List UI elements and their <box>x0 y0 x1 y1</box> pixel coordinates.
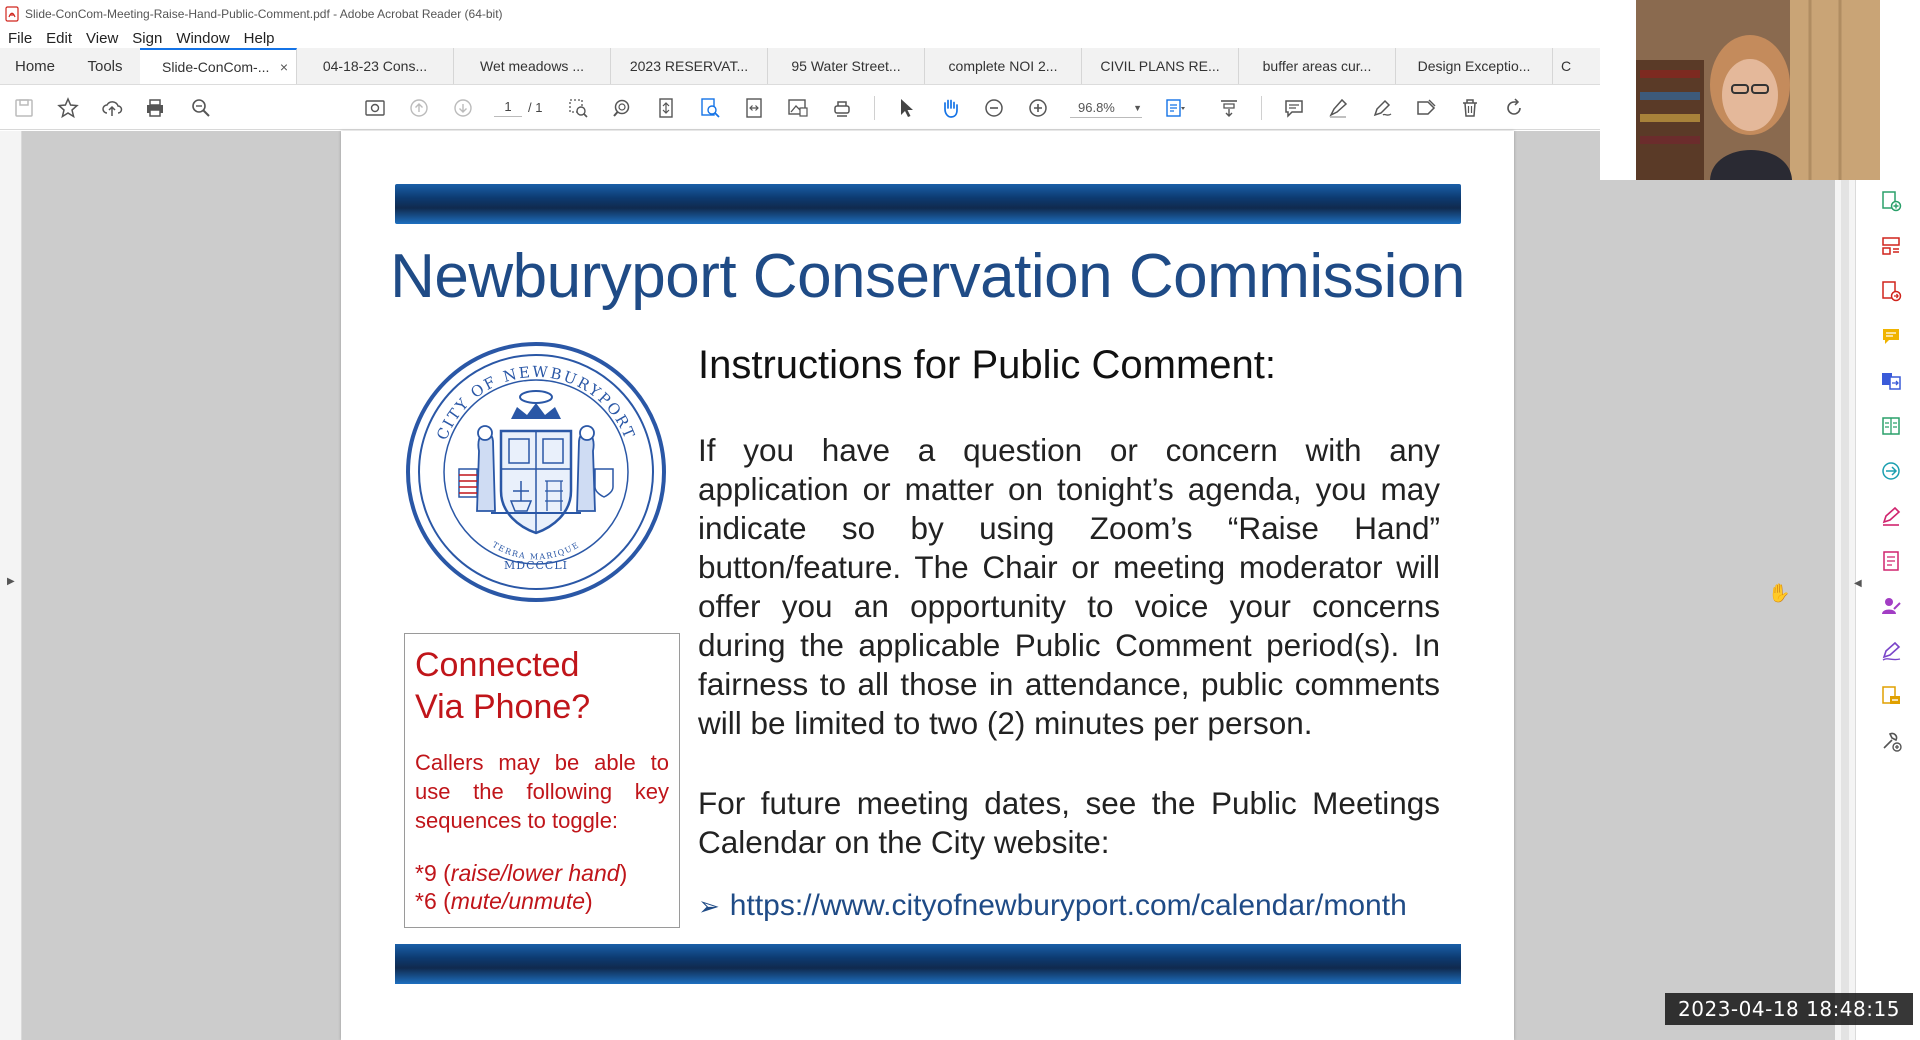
collapse-pane-icon[interactable]: ◀ <box>1854 578 1862 589</box>
tab-tools[interactable]: Tools <box>87 57 123 75</box>
doc-tab[interactable]: complete NOI 2... <box>925 48 1082 84</box>
read-mode-icon[interactable] <box>830 96 854 120</box>
doc-tab[interactable]: Wet meadows ... <box>454 48 611 84</box>
scrollbar-thumb[interactable] <box>1841 180 1849 1040</box>
doc-tab[interactable]: CIVIL PLANS RE... <box>1082 48 1239 84</box>
fit-width-icon[interactable] <box>742 96 766 120</box>
select-pointer-icon[interactable] <box>894 96 918 120</box>
calendar-link[interactable]: https://www.cityofnewburyport.com/calendar/month <box>729 889 1407 922</box>
zoom-level-select[interactable] <box>1070 98 1142 118</box>
seal-motto-text: TERRA MARIQUE <box>490 540 582 562</box>
menu-window[interactable]: Window <box>176 29 230 47</box>
window-title-bar <box>0 0 1600 28</box>
undo-rotate-icon[interactable] <box>1502 96 1526 120</box>
phone-box-title <box>415 644 669 728</box>
menu-edit[interactable]: Edit <box>46 29 73 47</box>
doc-tab[interactable]: 95 Water Street... <box>768 48 925 84</box>
combine-files-icon[interactable] <box>1880 370 1902 392</box>
comment-icon[interactable] <box>1282 96 1306 120</box>
key-suffix: ) <box>585 888 593 914</box>
menu-file[interactable]: File <box>8 29 33 47</box>
page-display-icon[interactable] <box>1163 96 1187 120</box>
key-code: *9 ( <box>415 860 451 886</box>
toolbar-divider <box>1261 96 1262 120</box>
menu-bar <box>0 28 1600 48</box>
right-tools-pane <box>1855 180 1920 1040</box>
key-code: *6 ( <box>415 888 451 914</box>
tab-home[interactable]: Home <box>14 57 55 75</box>
draw-sign-icon[interactable] <box>1370 96 1394 120</box>
toolbar <box>0 86 1600 130</box>
compare-files-icon[interactable] <box>1880 415 1902 437</box>
phone-title-line: Connected <box>415 646 580 684</box>
page-total: / 1 <box>528 100 543 115</box>
city-seal-logo <box>405 341 667 603</box>
doc-tab-active[interactable] <box>140 48 297 84</box>
seal-top-text: CITY OF NEWBURYPORT <box>433 362 639 443</box>
fit-page-icon[interactable] <box>654 96 678 120</box>
zoom-search-icon[interactable] <box>189 96 213 120</box>
export-file-icon[interactable] <box>1880 685 1902 707</box>
export-pdf-icon[interactable] <box>1880 280 1902 302</box>
snapshot-icon[interactable] <box>363 96 387 120</box>
arrow-bullet-icon: ➢ <box>698 890 720 921</box>
save-icon[interactable] <box>12 96 36 120</box>
print-icon[interactable] <box>143 96 167 120</box>
key-suffix: ) <box>619 860 628 886</box>
page-up-icon[interactable] <box>407 96 431 120</box>
cloud-upload-icon[interactable] <box>100 96 124 120</box>
comment-tool-icon[interactable] <box>1880 325 1902 347</box>
key-action: raise/lower hand <box>450 860 620 886</box>
stamp-icon[interactable] <box>1414 96 1438 120</box>
recording-timestamp: 2023-04-18 18:48:15 <box>1665 993 1913 1025</box>
doc-tab[interactable]: C <box>1561 58 1572 74</box>
instructions-heading: Instructions for Public Comment: <box>698 343 1276 387</box>
seal-year-text: MDCCCLI <box>504 559 568 572</box>
organize-pages-icon[interactable] <box>1880 235 1902 257</box>
more-tools-icon[interactable] <box>1880 730 1902 752</box>
menu-view[interactable]: View <box>86 29 119 47</box>
find-icon[interactable] <box>698 96 722 120</box>
menu-sign[interactable]: Sign <box>132 29 163 47</box>
instructions-body: If you have a question or concern with any application or matter on tonight’s agenda, you may indicate so by using Zoom’s “Raise Hand” button/feature. The Chair or meeting moderator will offer you an opportunity to voice your concerns during the applicable Public Comment period(s). In fairness to all those in attendance, public comments will be limited to two (2) minutes per person. <box>698 432 1440 741</box>
key-action: mute/unmute <box>450 888 586 914</box>
marquee-zoom-icon[interactable] <box>566 96 590 120</box>
key-sequences <box>415 859 669 915</box>
pdf-page <box>341 131 1514 1040</box>
magnifier-icon[interactable] <box>610 96 634 120</box>
doc-tab[interactable]: Design Exceptio... <box>1396 48 1553 84</box>
tab-bar <box>0 48 1600 85</box>
highlight-pen-icon[interactable] <box>1326 96 1350 120</box>
scrolling-mode-icon[interactable] <box>1217 96 1241 120</box>
expand-pane-icon[interactable]: ▶ <box>7 576 15 587</box>
decorative-band-top <box>395 184 1461 224</box>
doc-tab[interactable]: buffer areas cur... <box>1239 48 1396 84</box>
create-pdf-icon[interactable] <box>1880 190 1902 212</box>
send-for-review-icon[interactable] <box>1880 460 1902 482</box>
phone-title-line: Via Phone? <box>415 688 591 726</box>
future-meetings-text: For future meeting dates, see the Public Meetings Calendar on the City website: <box>698 785 1440 860</box>
key-sequence-mute <box>415 887 669 915</box>
left-navigation-pane[interactable] <box>0 131 22 1040</box>
close-icon[interactable]: × <box>279 59 288 75</box>
toolbar-divider <box>874 96 875 120</box>
hand-cursor-icon: ✋ <box>1768 583 1791 603</box>
star-icon[interactable] <box>56 96 80 120</box>
doc-tab-label: Slide-ConCom-... <box>162 59 270 75</box>
image-icon[interactable] <box>786 96 810 120</box>
edit-pdf-icon[interactable] <box>1880 550 1902 572</box>
trash-icon[interactable] <box>1458 96 1482 120</box>
calendar-link-row <box>698 889 1407 923</box>
doc-tab[interactable]: 04-18-23 Cons... <box>297 48 454 84</box>
phone-instructions-box <box>404 633 680 928</box>
hand-tool-icon[interactable] <box>938 96 962 120</box>
key-sequence-raise-hand <box>415 859 669 887</box>
zoom-level-value: 96.8% <box>1078 100 1115 115</box>
document-viewport[interactable] <box>0 131 1835 1040</box>
doc-tab[interactable]: 2023 RESERVAT... <box>611 48 768 84</box>
page-number-input[interactable]: 1 <box>494 99 522 117</box>
fill-and-sign-icon[interactable] <box>1880 505 1902 527</box>
decorative-band-bottom <box>395 944 1461 984</box>
participant-video-feed <box>1600 0 1920 180</box>
slide-title: Newburyport Conservation Commission <box>390 242 1465 311</box>
sign-icon[interactable] <box>1880 640 1902 662</box>
window-title: Slide-ConCom-Meeting-Raise-Hand-Public-Comment.pdf - Adobe Acrobat Reader (64-bit) <box>25 7 503 21</box>
zoom-out-icon[interactable] <box>982 96 1006 120</box>
zoom-in-icon[interactable] <box>1026 96 1050 120</box>
chevron-down-icon: ▼ <box>1133 102 1142 113</box>
page-down-icon[interactable] <box>451 96 475 120</box>
acrobat-pdf-icon <box>5 6 19 22</box>
menu-help[interactable]: Help <box>243 29 275 47</box>
vertical-scrollbar[interactable] <box>1835 180 1855 1040</box>
phone-box-text: Callers may be able to use the following key sequences to toggle: <box>415 750 669 833</box>
request-signature-icon[interactable] <box>1880 595 1902 617</box>
